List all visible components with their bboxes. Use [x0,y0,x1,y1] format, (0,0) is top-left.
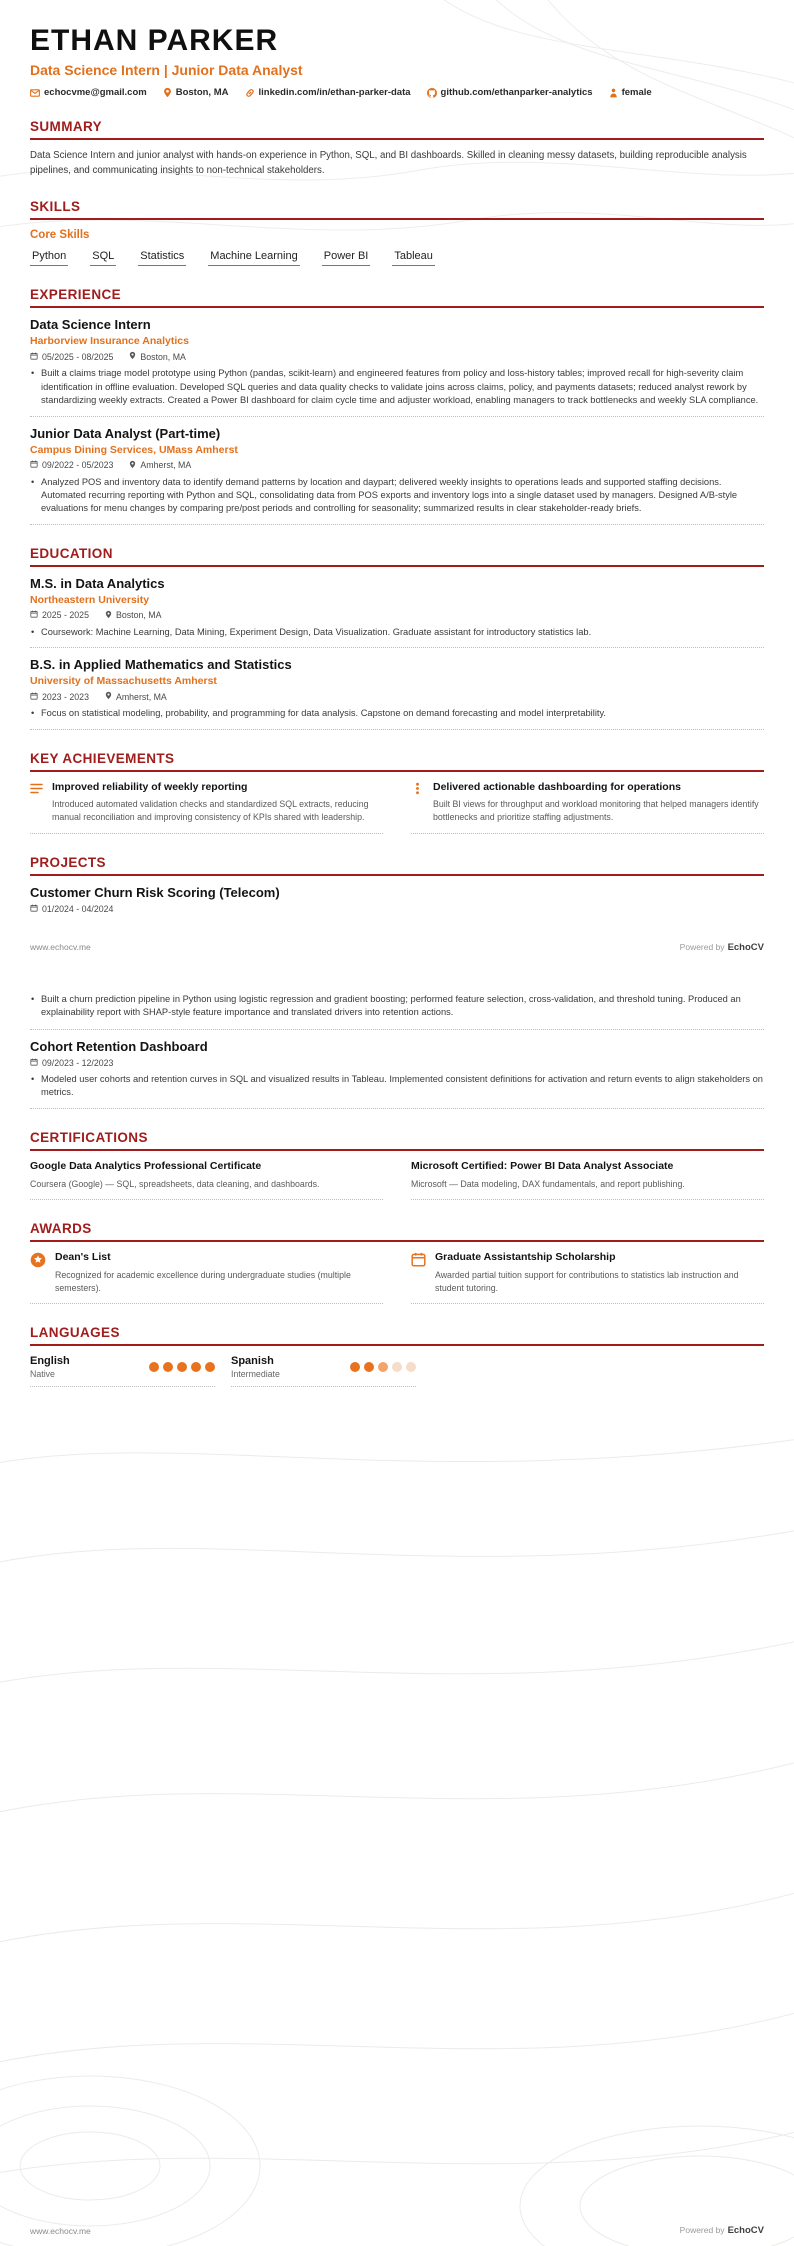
award-item [30,1251,383,1304]
award-text: Recognized for academic excellence during undergraduate studies (multiple semesters). [55,1269,351,1293]
section-certifications [30,1130,764,1200]
header [30,24,764,98]
languages-heading: LANGUAGES [30,1325,764,1346]
email-icon [30,88,40,98]
entry-title: Junior Data Analyst (Part-time) [30,425,221,441]
entry-title: Data Science Intern [30,317,151,333]
experience-entry [30,426,764,525]
entry-meta [30,460,764,471]
contact-linkedin[interactable]: linkedin.com/in/ethan-parker-data [245,87,411,98]
skill-tag: Power BI [322,250,371,266]
entry-dates: 09/2022 - 05/2023 [30,460,113,470]
section-languages [30,1325,764,1387]
medal-icon [30,1251,46,1294]
project-entry [30,1039,764,1109]
education-entry [30,657,764,729]
entry-title: Customer Churn Risk Scoring (Telecom) [30,884,280,900]
language-proficiency: Intermediate [231,1369,280,1380]
achievements-heading: KEY ACHIEVEMENTS [30,751,764,772]
entry-dates: 01/2024 - 04/2024 [30,904,113,914]
certification-title: Microsoft Certified: Power BI Data Analyst Associate [411,1159,674,1172]
calendar-icon [30,610,38,620]
contact-row [30,87,764,98]
experience-heading: EXPERIENCE [30,287,764,308]
section-projects [30,855,764,1109]
entry-dates: 2023 - 2023 [30,692,89,702]
powered-by[interactable]: Powered by EchoCV [679,941,764,953]
award-title: Graduate Assistantship Scholarship [435,1251,616,1264]
certification-text: Microsoft — Data modeling, DAX fundamentals, and report publishing. [411,1178,685,1189]
certification-title: Google Data Analytics Professional Certificate [30,1159,262,1172]
summary-heading: SUMMARY [30,119,764,140]
skill-tag: Tableau [392,250,435,266]
entry-bullets [30,1073,764,1100]
entry-title: B.S. in Applied Mathematics and Statistics [30,657,292,673]
entry-company: Campus Dining Services, UMass Amherst [30,443,238,456]
entry-meta [30,1058,764,1068]
skills-group-label: Core Skills [30,229,90,242]
entry-location: Amherst, MA [105,691,167,702]
github-icon [427,88,437,98]
calendar-icon [30,352,38,362]
bullet-item: • Coursework: Machine Learning, Data Mining, Experiment Design, Data Visualization. Graduate assistant for introductory statistics lab. [30,626,764,639]
awards-heading: AWARDS [30,1221,764,1242]
entry-bullets [30,626,764,639]
entry-location: Boston, MA [105,610,161,621]
entry-dates: 05/2025 - 08/2025 [30,352,113,362]
language-name: English [30,1355,70,1368]
candidate-name: ETHAN PARKER [30,24,279,57]
entry-dates: 2025 - 2025 [30,610,89,620]
award-item [411,1251,764,1304]
experience-entry [30,317,764,416]
section-education [30,546,764,730]
certification-item [411,1160,764,1200]
education-heading: EDUCATION [30,546,764,567]
contact-github[interactable]: github.com/ethanparker-analytics [427,87,593,98]
skill-tag: Machine Learning [208,250,299,266]
entry-meta [30,610,764,621]
page-footer [30,2225,764,2236]
location-icon [129,351,136,362]
calendar-icon [30,692,38,702]
bullet-item: • Focus on statistical modeling, probability, and programming for data analysis. Capstone on demand forecasting and model interpretability. [30,707,764,720]
bullet-item: • Modeled user cohorts and retention curves in SQL and visualized results in Tableau. Implemented consistent definitions for activation and return events to align stakeholders on metrics. [30,1073,764,1100]
language-item [30,1355,215,1387]
project-entry [30,885,764,1030]
bullet-item: • Analyzed POS and inventory data to identify demand patterns by location and daypart; delivered weekly insights to operations leads and supported staffing decisions. Automated recurring reporting with Python and SQL, consolidating data from POS exports and inventory logs into a single dataset used by managers. Designed A/B-style evaluations for menu changes by comparing pre/post periods and controlling for seasonality; summarized results in clear stakeholder-ready briefs. [30,476,764,516]
skill-tag: Python [30,250,68,266]
brand-logo: EchoCV [727,941,764,953]
entry-bullets [30,993,764,1030]
achievement-text: Built BI views for throughput and workload monitoring that helped managers identify bottlenecks and prioritize staffing adjustments. [433,799,759,823]
entry-title: Cohort Retention Dashboard [30,1038,208,1054]
footer-url[interactable]: www.echocv.me [30,942,91,953]
candidate-title: Data Science Intern | Junior Data Analyst [30,62,303,78]
language-item [231,1355,416,1387]
location-icon [105,610,112,621]
entry-bullets [30,707,764,720]
contact-location: Boston, MA [163,87,229,98]
entry-meta [30,351,764,362]
projects-heading: PROJECTS [30,855,764,876]
location-icon [129,460,136,471]
section-summary [30,119,764,178]
language-name: Spanish [231,1355,274,1368]
skills-heading: SKILLS [30,199,764,220]
entry-title: M.S. in Data Analytics [30,575,165,591]
achievement-item [30,781,383,834]
achievement-title: Delivered actionable dashboarding for operations [433,780,681,793]
brand-logo: EchoCV [727,2225,764,2236]
languages-grid [30,1355,764,1387]
achievement-item [411,781,764,834]
section-skills [30,199,764,266]
powered-by[interactable]: Powered by EchoCV [679,2225,764,2236]
background-contours-bottom [0,1346,794,2246]
entry-bullets [30,367,764,407]
entry-school: University of Massachusetts Amherst [30,675,217,688]
entry-meta [30,904,764,914]
skill-tag: Statistics [138,250,186,266]
contact-email[interactable]: echocvme@gmail.com [30,87,147,98]
calendar-icon [30,904,38,914]
kebab-menu-icon [411,781,424,824]
contact-gender: female [609,87,652,98]
certifications-heading: CERTIFICATIONS [30,1130,764,1151]
proficiency-dots [149,1362,215,1372]
skill-tag: SQL [90,250,116,266]
proficiency-dots [350,1362,416,1372]
entry-meta [30,691,764,702]
page-break-footer [30,942,764,953]
footer-url[interactable]: www.echocv.me [30,2225,91,2236]
certification-item [30,1160,383,1200]
bullet-item: • Built a claims triage model prototype using Python (pandas, scikit-learn) and engineered features from policy and loss-history tables; improved recall for high-severity claim identification in offline evaluation. Developed SQL queries and data quality checks to validate joins across claims, policy, and payments datasets; reduced analyst rework by standardizing weekly extracts. Created a Power BI dashboard for claim cycle time and adjuster workload, enabling managers to track bottlenecks and weekly SLA compliance. [30,367,764,407]
entry-bullets [30,476,764,516]
entry-company: Harborview Insurance Analytics [30,335,189,348]
link-icon [245,88,255,98]
location-icon [105,691,112,702]
location-icon [163,87,172,98]
award-text: Awarded partial tuition support for contributions to statistics lab instruction and student tutoring. [435,1269,739,1293]
achievements-grid [30,781,764,834]
calendar-icon [30,460,38,470]
education-entry [30,576,764,648]
achievement-text: Introduced automated validation checks and standardized SQL extracts, reducing manual reconciliation and improving consistency of KPIs shared with leadership. [52,799,369,823]
summary-text: Data Science Intern and junior analyst with hands-on experience in Python, SQL, and BI dashboards. Skilled in cleaning messy datasets, building reproducible analysis pipelines, and communicating insights to non-technical stakeholders. [30,150,747,176]
section-achievements [30,751,764,834]
list-icon [30,781,43,824]
entry-location: Boston, MA [129,351,185,362]
calendar-icon [30,1058,38,1068]
entry-school: Northeastern University [30,593,150,606]
entry-location: Amherst, MA [129,460,191,471]
awards-grid [30,1251,764,1304]
person-icon [609,88,618,98]
certifications-grid [30,1160,764,1200]
entry-dates: 09/2023 - 12/2023 [30,1058,113,1068]
certification-text: Coursera (Google) — SQL, spreadsheets, data cleaning, and dashboards. [30,1178,320,1189]
section-experience [30,287,764,525]
section-awards [30,1221,764,1304]
bullet-item: • Built a churn prediction pipeline in Python using logistic regression and gradient boosting; performed feature selection, cross-validation, and threshold tuning. Produced an explainability report with SHAP-style feature importance and translated drivers into retention actions. [30,993,764,1020]
calendar-icon [411,1251,426,1294]
language-proficiency: Native [30,1369,55,1380]
achievement-title: Improved reliability of weekly reporting [52,780,248,793]
skill-list [30,250,764,266]
award-title: Dean's List [55,1251,111,1264]
